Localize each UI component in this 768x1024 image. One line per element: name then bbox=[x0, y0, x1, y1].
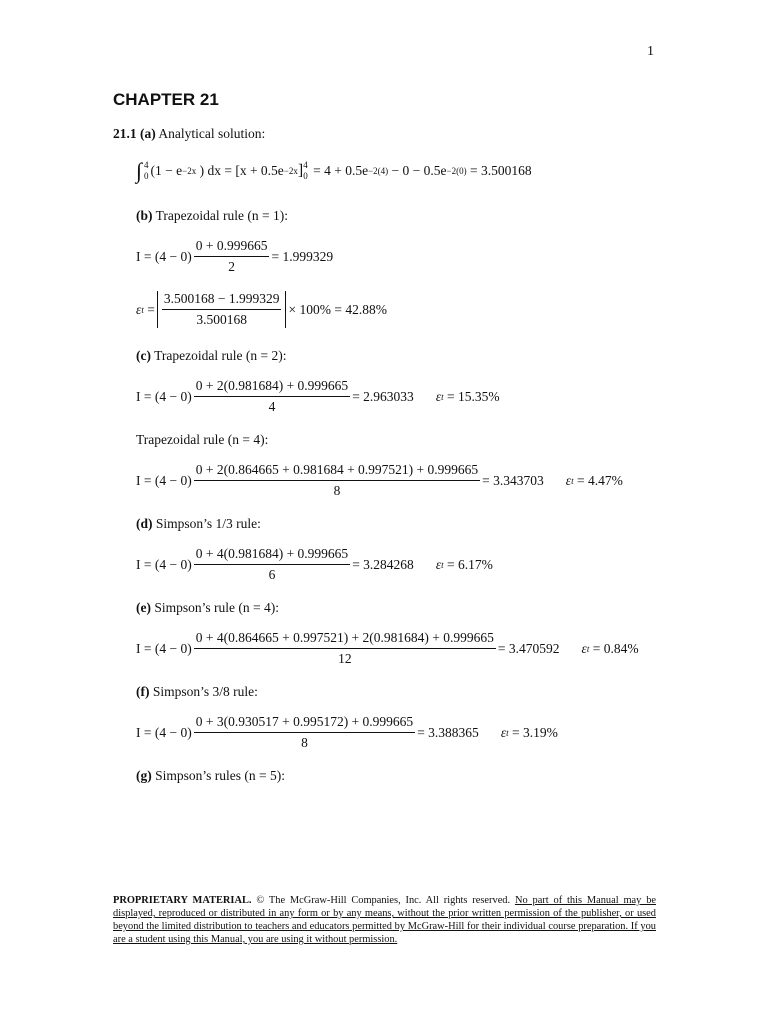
part-b-label: (b) bbox=[136, 208, 153, 223]
integral-limits: 4 0 bbox=[144, 160, 149, 181]
part-a-heading bbox=[113, 126, 265, 142]
part-a-text: Analytical solution: bbox=[158, 126, 266, 141]
equation-a: ∫ 4 0 (1 − e −2x ) dx = [x + 0.5e −2x ] 4 0 = 4 + 0.5e −2(4) − 0 − 0.5e −2(0) = 3.500168 bbox=[136, 158, 532, 183]
part-d-heading bbox=[136, 516, 261, 532]
part-b-heading bbox=[136, 208, 288, 224]
fraction: $\frac{0 + 0.999665}{2}$ bbox=[195, 238, 268, 274]
chapter-title: CHAPTER 21 bbox=[113, 90, 219, 109]
absolute-value bbox=[157, 291, 287, 328]
fraction: $\frac{0 + 2(0.864665 + 0.981684 + 0.997521) + 0.999665}{8}$ bbox=[195, 462, 479, 498]
equation-c2: I = (4 − 0) $\frac{0 + 2(0.864665 + 0.981684 + 0.997521) + 0.999665}{8}$ = 3.343703 ε t = 4.47% bbox=[136, 462, 623, 498]
footer-copyright: © The McGraw-Hill Companies, Inc. All rights reserved. bbox=[251, 895, 515, 906]
page-number: 1 bbox=[647, 44, 654, 59]
part-c2-heading bbox=[136, 432, 268, 448]
part-g-text: Simpson’s rules (n = 5): bbox=[155, 768, 285, 783]
equation-d: I = (4 − 0) $\frac{0 + 4(0.981684) + 0.999665}{6}$ = 3.284268 ε t = 6.17% bbox=[136, 546, 493, 582]
integral-sign: ∫ bbox=[136, 158, 143, 183]
fraction: $\frac{0 + 4(0.864665 + 0.997521) + 2(0.981684) + 0.999665}{12}$ bbox=[195, 630, 494, 666]
fraction: $\frac{3.500168 - 1.999329}{3.500168}$ bbox=[163, 291, 280, 327]
part-f-heading bbox=[136, 684, 258, 700]
part-c-heading bbox=[136, 348, 286, 364]
part-f-text: Simpson’s 3/8 rule: bbox=[152, 684, 258, 699]
part-c2-text: Trapezoidal rule (n = 4): bbox=[136, 432, 269, 447]
equation-e: I = (4 − 0) $\frac{0 + 4(0.864665 + 0.997521) + 2(0.981684) + 0.999665}{12}$ = 3.470592 ε t = 0.84% bbox=[136, 630, 639, 666]
part-e-heading bbox=[136, 600, 279, 616]
part-d-text: Simpson’s 1/3 rule: bbox=[155, 516, 261, 531]
fraction: $\frac{0 + 3(0.930517 + 0.995172) + 0.999665}{8}$ bbox=[195, 714, 414, 750]
part-b-text: Trapezoidal rule (n = 1): bbox=[155, 208, 288, 223]
part-e-text: Simpson’s rule (n = 4): bbox=[154, 600, 279, 615]
fraction: $\frac{0 + 2(0.981684) + 0.999665}{4}$ bbox=[195, 378, 349, 414]
fraction: $\frac{0 + 4(0.981684) + 0.999665}{6}$ bbox=[195, 546, 349, 582]
footer-notice: No part of this Manual may be displayed, reproduced or distributed in any form or by any means, without the prior written permission of the publisher, or used beyond the limited distribution to teachers and educators permitted by McGraw-Hill for their individual course preparation. If you are a student using this Manual, you are using it without permission. bbox=[113, 895, 657, 945]
part-c-text: Trapezoidal rule (n = 2): bbox=[154, 348, 287, 363]
equation-b2: ε t = $\frac{3.500168 - 1.999329}{3.500168}$ × 100% = 42.88% bbox=[136, 291, 387, 327]
part-c-label: (c) bbox=[136, 348, 151, 363]
part-d-label: (d) bbox=[136, 516, 153, 531]
part-e-label: (e) bbox=[136, 600, 151, 615]
part-a-label: (a) bbox=[140, 126, 156, 141]
equation-c1: I = (4 − 0) $\frac{0 + 2(0.981684) + 0.999665}{4}$ = 2.963033 ε t = 15.35% bbox=[136, 378, 500, 414]
part-f-label: (f) bbox=[136, 684, 150, 699]
part-g-label: (g) bbox=[136, 768, 152, 783]
part-g-heading bbox=[136, 768, 285, 784]
proprietary-footer bbox=[113, 894, 656, 946]
evaluation-limits: 4 0 bbox=[303, 160, 308, 181]
equation-f: I = (4 − 0) $\frac{0 + 3(0.930517 + 0.995172) + 0.999665}{8}$ = 3.388365 ε t = 3.19% bbox=[136, 714, 558, 750]
equation-b1: I = (4 − 0) $\frac{0 + 0.999665}{2}$ = 1.999329 bbox=[136, 238, 334, 274]
problem-number: 21.1 bbox=[113, 126, 137, 141]
footer-label: PROPRIETARY MATERIAL. bbox=[113, 895, 252, 906]
